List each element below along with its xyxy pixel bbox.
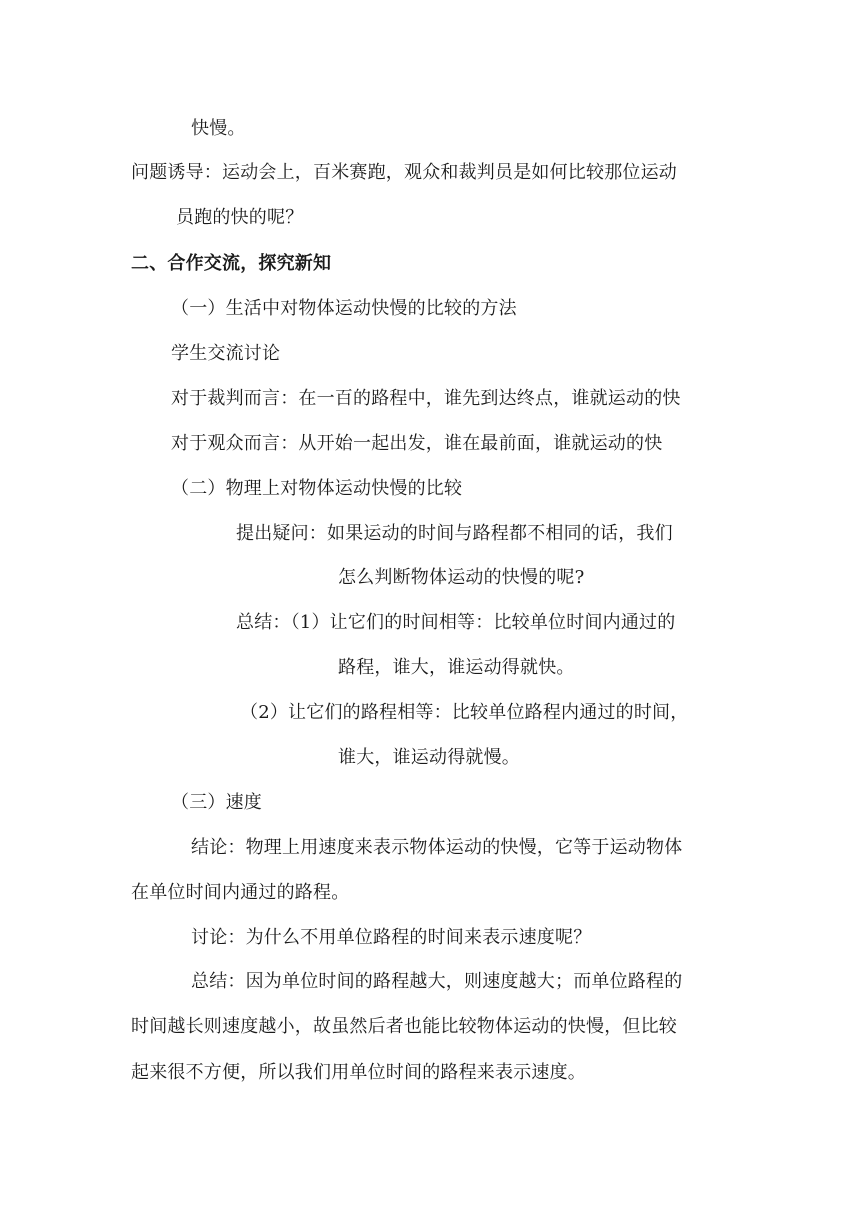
text-line-question-prompt: 问题诱导：运动会上，百米赛跑，观众和裁判员是如何比较那位运动 [131, 162, 677, 183]
text-line-final-summary-cont-1: 时间越长则速度越小，故虽然后者也能比较物体运动的快慢，但比较 [131, 1016, 677, 1037]
text-line-discussion: 学生交流讨论 [171, 343, 281, 364]
text-line-question-prompt-cont: 员跑的快的呢？ [176, 207, 304, 228]
subsection-heading-1: （一）生活中对物体运动快慢的比较的方法 [171, 298, 517, 319]
text-line-continuation: 快慢。 [191, 118, 246, 139]
text-line-question-cont: 怎么判断物体运动的快慢的呢? [338, 567, 585, 588]
text-line-discussion-question: 讨论：为什么不用单位路程的时间来表示速度呢？ [191, 927, 592, 948]
text-line-summary-2: （2）让它们的路程相等：比较单位路程内通过的时间， [240, 702, 689, 723]
text-line-conclusion-cont: 在单位时间内通过的路程。 [131, 882, 350, 903]
text-line-question: 提出疑问：如果运动的时间与路程都不相同的话，我们 [236, 523, 673, 544]
text-line-summary-1: 总结：（1）让它们的时间相等：比较单位时间内通过的 [236, 612, 676, 633]
section-heading-2: 二、合作交流，探究新知 [131, 253, 332, 274]
text-line-final-summary: 总结：因为单位时间的路程越大，则速度越大；而单位路程的 [191, 971, 683, 992]
subsection-heading-2: （二）物理上对物体运动快慢的比较 [171, 478, 463, 499]
subsection-heading-3: （三）速度 [171, 792, 262, 813]
text-line-final-summary-cont-2: 起来很不方便，所以我们用单位时间的路程来表示速度。 [131, 1062, 586, 1083]
text-line-referee: 对于裁判而言：在一百的路程中，谁先到达终点，谁就运动的快 [171, 388, 681, 409]
text-line-summary-1-cont: 路程，谁大，谁运动得就快。 [338, 657, 575, 678]
text-line-conclusion: 结论：物理上用速度来表示物体运动的快慢，它等于运动物体 [191, 837, 683, 858]
text-line-audience: 对于观众而言：从开始一起出发，谁在最前面，谁就运动的快 [171, 433, 663, 454]
text-line-summary-2-cont: 谁大，谁运动得就慢。 [338, 747, 520, 768]
